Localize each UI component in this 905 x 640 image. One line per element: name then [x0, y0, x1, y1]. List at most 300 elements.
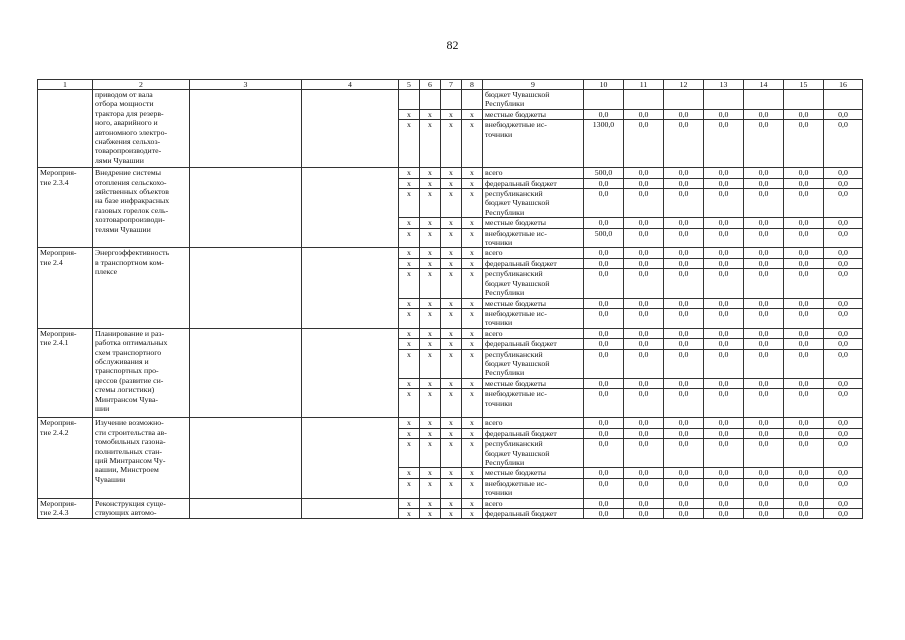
classification-code-cell: x [420, 439, 441, 468]
measure-code: Мероприя- тие 2.4 [38, 248, 93, 328]
text-line: цессов (развитие си- [95, 375, 164, 385]
funding-value: 0,0 [744, 228, 784, 248]
funding-source [483, 120, 584, 168]
classification-code-cell: x [462, 509, 483, 519]
funding-value: 0,0 [704, 189, 744, 218]
responsible-cell [190, 498, 302, 519]
text-line: бюджет Чувашской [485, 90, 550, 99]
classification-code-cell: x [462, 328, 483, 338]
classification-code-cell: x [441, 509, 462, 519]
column-number: 3 [190, 80, 302, 90]
table-row [38, 168, 863, 178]
text-line: сти строительства ав- [95, 427, 167, 437]
text-line: трактора для резерв- [95, 108, 164, 118]
funding-value: 0,0 [824, 478, 863, 498]
text-line: внебюджетные ис- [485, 228, 547, 238]
classification-code-cell: x [420, 509, 441, 519]
funding-value: 0,0 [624, 168, 664, 178]
classification-code-cell: x [399, 298, 420, 308]
classification-code-cell: x [420, 298, 441, 308]
funding-value: 0,0 [704, 269, 744, 298]
funding-value: 0,0 [744, 269, 784, 298]
funding-value: 0,0 [744, 308, 784, 328]
funding-value: 0,0 [784, 120, 824, 168]
classification-code-cell: x [462, 228, 483, 248]
funding-value: 0,0 [824, 509, 863, 519]
funding-value: 0,0 [744, 428, 784, 438]
funding-value: 0,0 [824, 269, 863, 298]
classification-code-cell: x [420, 248, 441, 258]
funding-value [664, 90, 704, 110]
funding-value [824, 90, 863, 110]
funding-value: 0,0 [744, 109, 784, 119]
funding-source [483, 168, 584, 178]
funding-value: 0,0 [824, 308, 863, 328]
responsible-cell [190, 90, 302, 168]
text-line: всего [485, 498, 503, 508]
funding-value: 0,0 [744, 168, 784, 178]
classification-code-cell: x [462, 439, 483, 468]
funding-value: 0,0 [664, 328, 704, 338]
funding-value: 0,0 [624, 428, 664, 438]
classification-code-cell: x [420, 418, 441, 428]
funding-value: 0,0 [584, 418, 624, 428]
classification-code-cell: x [420, 308, 441, 328]
funding-value: 0,0 [664, 478, 704, 498]
funding-source [483, 418, 584, 428]
funding-source [483, 248, 584, 258]
text-line: Реконструкция суще- [95, 498, 166, 508]
funding-value: 0,0 [704, 498, 744, 508]
classification-code-cell: x [399, 378, 420, 388]
classification-code-cell: x [399, 418, 420, 428]
funding-value: 0,0 [744, 248, 784, 258]
table-row [38, 328, 863, 338]
text-line: шии [95, 403, 110, 413]
classification-code-cell: x [441, 298, 462, 308]
funding-value: 0,0 [664, 228, 704, 248]
funding-value: 0,0 [784, 308, 824, 328]
classification-code-cell: x [420, 378, 441, 388]
funding-source [483, 218, 584, 228]
classification-code-cell: x [441, 389, 462, 418]
classification-code-cell: x [462, 269, 483, 298]
column-number: 4 [302, 80, 399, 90]
funding-source [483, 468, 584, 478]
classification-code-cell: x [420, 328, 441, 338]
text-line: схем транспортного [95, 347, 162, 357]
funding-source [483, 339, 584, 349]
funding-value: 0,0 [584, 178, 624, 188]
funding-value: 0,0 [584, 389, 624, 418]
funding-value: 0,0 [704, 439, 744, 468]
funding-value: 0,0 [744, 378, 784, 388]
text-line: работка оптимальных [95, 338, 168, 348]
funding-value: 0,0 [584, 269, 624, 298]
classification-code-cell: x [399, 349, 420, 378]
text-line: бюджет Чувашской [485, 448, 550, 458]
funding-source [483, 509, 584, 519]
classification-code-cell: x [462, 428, 483, 438]
funding-value: 0,0 [824, 189, 863, 218]
classification-code-cell: x [441, 328, 462, 338]
funding-source [483, 258, 584, 268]
funding-value: 0,0 [744, 439, 784, 468]
classification-code-cell: x [462, 498, 483, 508]
text-line: всего [485, 248, 503, 258]
funding-value: 0,0 [744, 349, 784, 378]
classification-code-cell: x [399, 269, 420, 298]
funding-value: 0,0 [704, 418, 744, 428]
funding-value: 0,0 [624, 248, 664, 258]
funding-source [483, 228, 584, 248]
classification-code-cell: x [420, 478, 441, 498]
funding-value: 0,0 [704, 339, 744, 349]
classification-code-cell: x [399, 339, 420, 349]
measure-code: Мероприя- тие 2.4.2 [38, 418, 93, 498]
funding-value: 0,0 [824, 168, 863, 178]
text-line: томобильных газона- [95, 437, 166, 447]
funding-value: 0,0 [664, 389, 704, 418]
funding-value: 0,0 [704, 428, 744, 438]
funding-value: 0,0 [824, 468, 863, 478]
classification-code-cell: x [441, 178, 462, 188]
table-row [38, 90, 863, 110]
funding-value [624, 90, 664, 110]
funding-value: 0,0 [784, 378, 824, 388]
column-number-row [38, 80, 863, 90]
classification-code-cell: x [399, 258, 420, 268]
funding-value: 0,0 [584, 378, 624, 388]
text-line: местные бюджеты [485, 378, 547, 388]
funding-value: 500,0 [584, 228, 624, 248]
participants-cell [302, 168, 399, 248]
responsible-cell [190, 418, 302, 498]
funding-value: 0,0 [624, 228, 664, 248]
classification-code-cell: x [462, 120, 483, 168]
text-line: транспортных про- [95, 366, 159, 376]
text-line: автономного электро- [95, 127, 168, 137]
table-row [38, 418, 863, 428]
measure-description [93, 418, 190, 498]
funding-value: 0,0 [664, 168, 704, 178]
funding-value: 0,0 [784, 509, 824, 519]
classification-code-cell: x [399, 168, 420, 178]
funding-value: 0,0 [744, 120, 784, 168]
classification-code-cell: x [420, 349, 441, 378]
funding-value: 0,0 [744, 339, 784, 349]
text-line: внебюджетные ис- [485, 308, 547, 318]
funding-value: 0,0 [784, 258, 824, 268]
text-line: снабжения сельхоз- [95, 137, 161, 147]
classification-code-cell: x [420, 120, 441, 168]
classification-code-cell: x [441, 189, 462, 218]
funding-value: 0,0 [744, 258, 784, 268]
funding-value: 0,0 [624, 308, 664, 328]
funding-value: 0,0 [704, 328, 744, 338]
classification-code-cell: x [462, 308, 483, 328]
funding-value: 0,0 [704, 258, 744, 268]
funding-value: 0,0 [824, 248, 863, 258]
text-line: зяйственных объектов [95, 187, 169, 197]
funding-value: 0,0 [664, 178, 704, 188]
funding-value: 0,0 [584, 258, 624, 268]
funding-value: 0,0 [584, 468, 624, 478]
classification-code-cell: x [462, 298, 483, 308]
column-number: 5 [399, 80, 420, 90]
funding-value: 0,0 [664, 468, 704, 478]
column-number: 8 [462, 80, 483, 90]
funding-value: 0,0 [664, 418, 704, 428]
classification-code-cell: x [420, 428, 441, 438]
funding-value: 0,0 [784, 339, 824, 349]
funding-value: 0,0 [584, 349, 624, 378]
funding-value: 0,0 [784, 328, 824, 338]
funding-value: 0,0 [784, 478, 824, 498]
funding-value: 0,0 [664, 109, 704, 119]
classification-code-cell [399, 90, 420, 110]
funding-value: 0,0 [824, 428, 863, 438]
column-number: 12 [664, 80, 704, 90]
classification-code-cell: x [462, 168, 483, 178]
classification-code-cell: x [420, 258, 441, 268]
funding-value: 0,0 [784, 178, 824, 188]
text-line: бюджет Чувашской [485, 278, 550, 288]
funding-value: 0,0 [664, 269, 704, 298]
text-line: телями Чувашии [95, 224, 151, 234]
classification-code-cell: x [420, 498, 441, 508]
funding-value: 0,0 [784, 389, 824, 418]
classification-code-cell: x [462, 218, 483, 228]
classification-code-cell: x [441, 378, 462, 388]
funding-source [483, 498, 584, 508]
funding-value: 0,0 [824, 439, 863, 468]
classification-code-cell: x [420, 468, 441, 478]
classification-code-cell: x [441, 308, 462, 328]
text-line: внебюджетные ис- [485, 389, 547, 399]
text-line: Планирование и раз- [95, 328, 165, 338]
classification-code-cell: x [441, 418, 462, 428]
text-line: внебюджетные ис- [485, 478, 547, 488]
text-line: приводом от вала [95, 90, 153, 99]
measure-code [38, 90, 93, 168]
funding-value: 1300,0 [584, 120, 624, 168]
funding-value: 0,0 [744, 468, 784, 478]
text-line: федеральный бюджет [485, 428, 557, 438]
funding-value: 0,0 [584, 248, 624, 258]
funding-value: 0,0 [624, 498, 664, 508]
classification-code-cell: x [399, 498, 420, 508]
funding-value: 0,0 [584, 109, 624, 119]
responsible-cell [190, 328, 302, 418]
text-line: плексе [95, 267, 118, 277]
column-number: 9 [483, 80, 584, 90]
classification-code-cell: x [420, 178, 441, 188]
classification-code-cell: x [441, 478, 462, 498]
funding-value: 0,0 [744, 298, 784, 308]
classification-code-cell: x [399, 509, 420, 519]
classification-code-cell: x [441, 439, 462, 468]
funding-value: 0,0 [704, 178, 744, 188]
text-line: ствующих автомо- [95, 508, 157, 517]
funding-value: 0,0 [784, 218, 824, 228]
measure-code: Мероприя- тие 2.3.4 [38, 168, 93, 248]
classification-code-cell: x [399, 468, 420, 478]
text-line: полнительных стан- [95, 446, 162, 456]
classification-code-cell: x [420, 109, 441, 119]
text-line: местные бюджеты [485, 218, 547, 228]
text-line: на базе инфракрасных [95, 196, 170, 206]
funding-source [483, 298, 584, 308]
measure-description [93, 498, 190, 519]
funding-value: 0,0 [664, 378, 704, 388]
text-line: бюджет Чувашской [485, 198, 550, 208]
funding-source [483, 389, 584, 418]
column-number: 11 [624, 80, 664, 90]
text-line: республиканский [485, 439, 543, 449]
measure-description [93, 248, 190, 328]
classification-code-cell: x [462, 378, 483, 388]
text-line: федеральный бюджет [485, 339, 557, 349]
classification-code-cell: x [420, 189, 441, 218]
column-number: 10 [584, 80, 624, 90]
text-line: товаропроизводите- [95, 146, 162, 156]
text-line: республиканский [485, 189, 543, 199]
classification-code-cell: x [399, 439, 420, 468]
classification-code-cell: x [441, 168, 462, 178]
classification-code-cell: x [420, 269, 441, 298]
classification-code-cell: x [441, 428, 462, 438]
text-line: всего [485, 328, 503, 338]
program-table [37, 79, 863, 519]
column-number: 6 [420, 80, 441, 90]
table-row [38, 248, 863, 258]
funding-value: 0,0 [784, 439, 824, 468]
classification-code-cell: x [462, 349, 483, 378]
text-line: республиканский [485, 269, 543, 279]
text-line: стемы логистики) [95, 385, 155, 395]
classification-code-cell: x [420, 339, 441, 349]
classification-code-cell: x [441, 248, 462, 258]
funding-value: 0,0 [584, 189, 624, 218]
funding-value: 0,0 [664, 428, 704, 438]
funding-value: 0,0 [704, 468, 744, 478]
funding-value: 0,0 [664, 120, 704, 168]
funding-value [744, 90, 784, 110]
funding-value: 0,0 [664, 258, 704, 268]
table-body [38, 90, 863, 519]
classification-code-cell: x [399, 120, 420, 168]
classification-code-cell: x [462, 109, 483, 119]
funding-value: 0,0 [704, 298, 744, 308]
funding-value: 0,0 [624, 418, 664, 428]
funding-value: 0,0 [664, 349, 704, 378]
measure-code: Мероприя- тие 2.4.3 [38, 498, 93, 519]
measure-description [93, 328, 190, 418]
classification-code-cell: x [441, 218, 462, 228]
classification-code-cell: x [441, 468, 462, 478]
classification-code-cell: x [420, 228, 441, 248]
classification-code-cell [462, 90, 483, 110]
funding-value: 0,0 [704, 478, 744, 498]
funding-source [483, 328, 584, 338]
funding-source [483, 189, 584, 218]
text-line: лями Чувашии [95, 155, 144, 165]
funding-value: 0,0 [664, 189, 704, 218]
classification-code-cell: x [441, 269, 462, 298]
column-number: 16 [824, 80, 863, 90]
funding-value: 0,0 [704, 218, 744, 228]
funding-value: 0,0 [824, 349, 863, 378]
text-line: хозтоваропроизводи- [95, 215, 165, 225]
responsible-cell [190, 168, 302, 248]
measure-code: Мероприя- тие 2.4.1 [38, 328, 93, 418]
funding-value: 0,0 [584, 308, 624, 328]
text-line: в транспортном ком- [95, 257, 164, 267]
funding-source [483, 349, 584, 378]
funding-value: 0,0 [824, 328, 863, 338]
text-line: ного, аварийного и [95, 118, 158, 128]
funding-source [483, 378, 584, 388]
funding-value: 0,0 [784, 428, 824, 438]
funding-source [483, 90, 584, 110]
funding-value: 0,0 [704, 120, 744, 168]
responsible-cell [190, 248, 302, 328]
funding-value: 0,0 [624, 378, 664, 388]
classification-code-cell: x [399, 178, 420, 188]
funding-value: 0,0 [744, 328, 784, 338]
funding-value: 0,0 [744, 189, 784, 218]
column-number: 15 [784, 80, 824, 90]
funding-value: 0,0 [824, 109, 863, 119]
measure-description [93, 168, 190, 248]
funding-value: 0,0 [744, 498, 784, 508]
funding-value: 0,0 [784, 468, 824, 478]
classification-code-cell: x [441, 349, 462, 378]
classification-code-cell: x [441, 498, 462, 508]
table-row [38, 498, 863, 508]
text-line: бюджет Чувашской [485, 358, 550, 368]
funding-value: 0,0 [624, 258, 664, 268]
classification-code-cell: x [462, 189, 483, 218]
classification-code-cell: x [399, 428, 420, 438]
funding-value: 0,0 [584, 478, 624, 498]
funding-source [483, 439, 584, 468]
classification-code-cell: x [441, 258, 462, 268]
text-line: Чувашии [95, 474, 126, 484]
funding-value: 0,0 [664, 339, 704, 349]
classification-code-cell: x [399, 228, 420, 248]
text-line: Республики [485, 368, 525, 378]
funding-value: 0,0 [664, 218, 704, 228]
funding-value: 0,0 [584, 428, 624, 438]
text-line: федеральный бюджет [485, 258, 557, 268]
funding-value: 0,0 [704, 509, 744, 519]
funding-value: 0,0 [784, 189, 824, 218]
funding-value: 0,0 [624, 189, 664, 218]
funding-value: 0,0 [624, 109, 664, 119]
funding-value: 0,0 [824, 258, 863, 268]
funding-value: 0,0 [784, 228, 824, 248]
classification-code-cell [441, 90, 462, 110]
text-line: местные бюджеты [485, 109, 547, 119]
funding-value: 0,0 [784, 498, 824, 508]
classification-code-cell: x [399, 389, 420, 418]
funding-value: 0,0 [744, 509, 784, 519]
classification-code-cell: x [462, 248, 483, 258]
funding-value: 0,0 [824, 178, 863, 188]
classification-code-cell: x [441, 339, 462, 349]
